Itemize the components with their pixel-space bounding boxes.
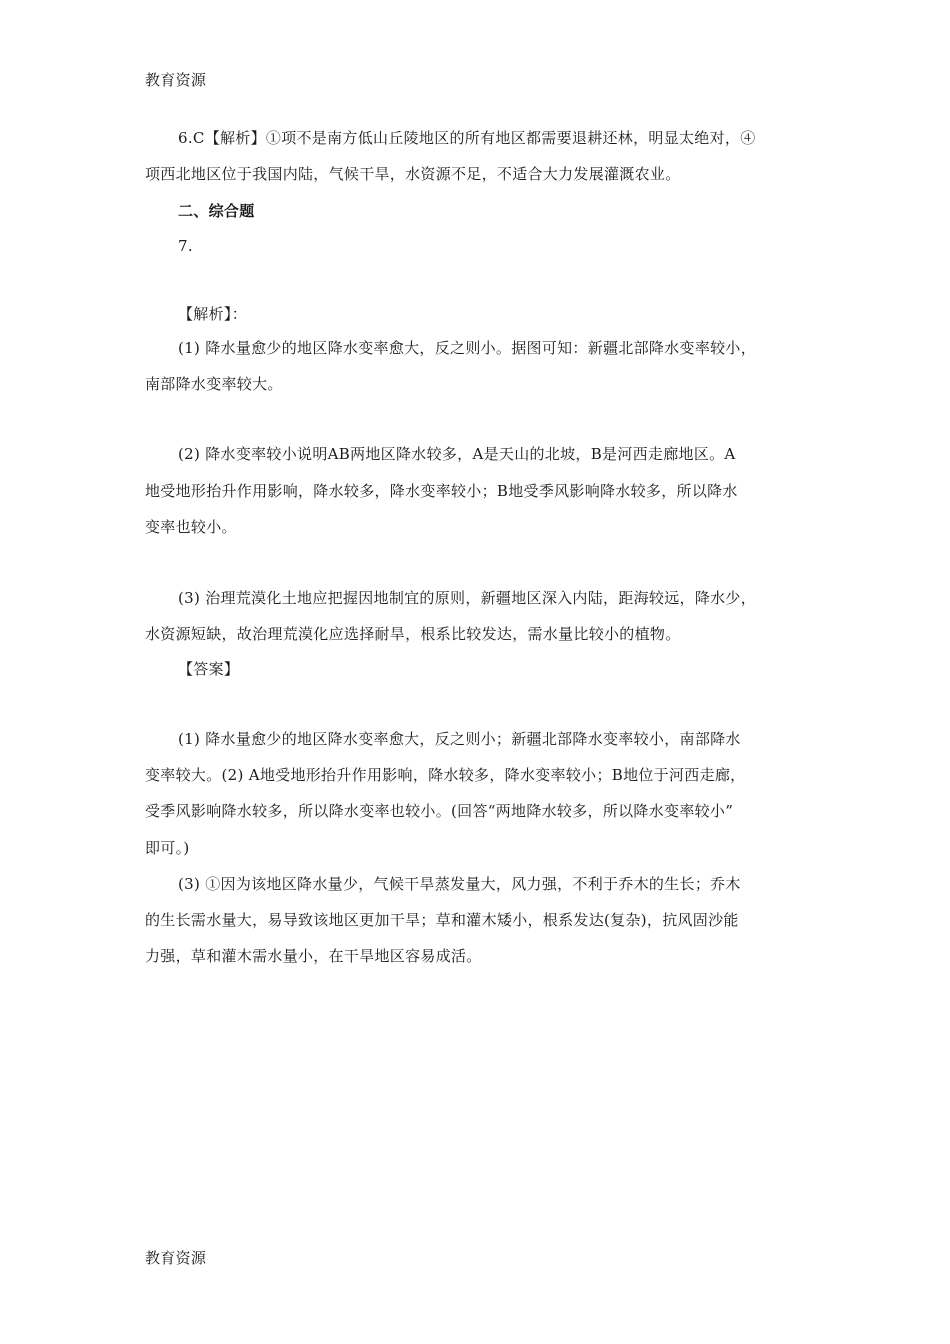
analysis-part1-line-1: (1) 降水量愈少的地区降水变率愈大，反之则小。据图可知：新疆北部降水变率较小，: [178, 339, 757, 357]
q6-line-2: 项西北地区位于我国内陆，气候干旱，水资源不足，不适合大力发展灌溉农业。: [145, 165, 681, 183]
q6-line-1: 6.C【解析】①项不是南方低山丘陵地区的所有地区都需要退耕还林，明显太绝对，④: [178, 129, 756, 147]
answer-part3-line-1: (3) ①因为该地区降水量少，气候干旱蒸发量大，风力强，不利于乔木的生长；乔木: [178, 875, 741, 893]
answer-part1-line-2: 变率较大。(2) A地受地形抬升作用影响，降水较多，降水变率较小；B地位于河西走廊，: [145, 766, 746, 784]
analysis-part3-line-1: (3) 治理荒漠化土地应把握因地制宜的原则，新疆地区深入内陆，距海较远，降水少，: [178, 589, 757, 607]
answer-label: 【答案】: [178, 660, 240, 678]
analysis-part2-line-3: 变率也较小。: [145, 518, 237, 536]
analysis-part1-line-2: 南部降水变率较大。: [145, 375, 283, 393]
page-footer: 教育资源: [145, 1249, 207, 1267]
analysis-part2-line-2: 地受地形抬升作用影响，降水较多，降水变率较小；B地受季风影响降水较多，所以降水: [145, 482, 738, 500]
answer-part3-line-3: 力强，草和灌木需水量小，在干旱地区容易成活。: [145, 947, 482, 965]
q7-number: 7.: [178, 237, 193, 255]
answer-part1-line-3: 受季风影响降水较多，所以降水变率也较小。(回答“两地降水较多，所以降水变率较小”: [145, 802, 734, 820]
analysis-label: 【解析】：: [178, 305, 248, 323]
analysis-part2-line-1: (2) 降水变率较小说明AB两地区降水较多，A是天山的北坡，B是河西走廊地区。A: [178, 445, 736, 463]
answer-part1-line-4: 即可。): [145, 839, 190, 857]
analysis-part3-line-2: 水资源短缺，故治理荒漠化应选择耐旱，根系比较发达，需水量比较小的植物。: [145, 625, 681, 643]
answer-part1-line-1: (1) 降水量愈少的地区降水变率愈大，反之则小；新疆北部降水变率较小，南部降水: [178, 730, 741, 748]
answer-part3-line-2: 的生长需水量大，易导致该地区更加干旱；草和灌木矮小，根系发达(复杂)，抗风固沙能: [145, 911, 739, 929]
page-header: 教育资源: [145, 71, 207, 89]
section-heading: 二、综合题: [178, 202, 255, 220]
